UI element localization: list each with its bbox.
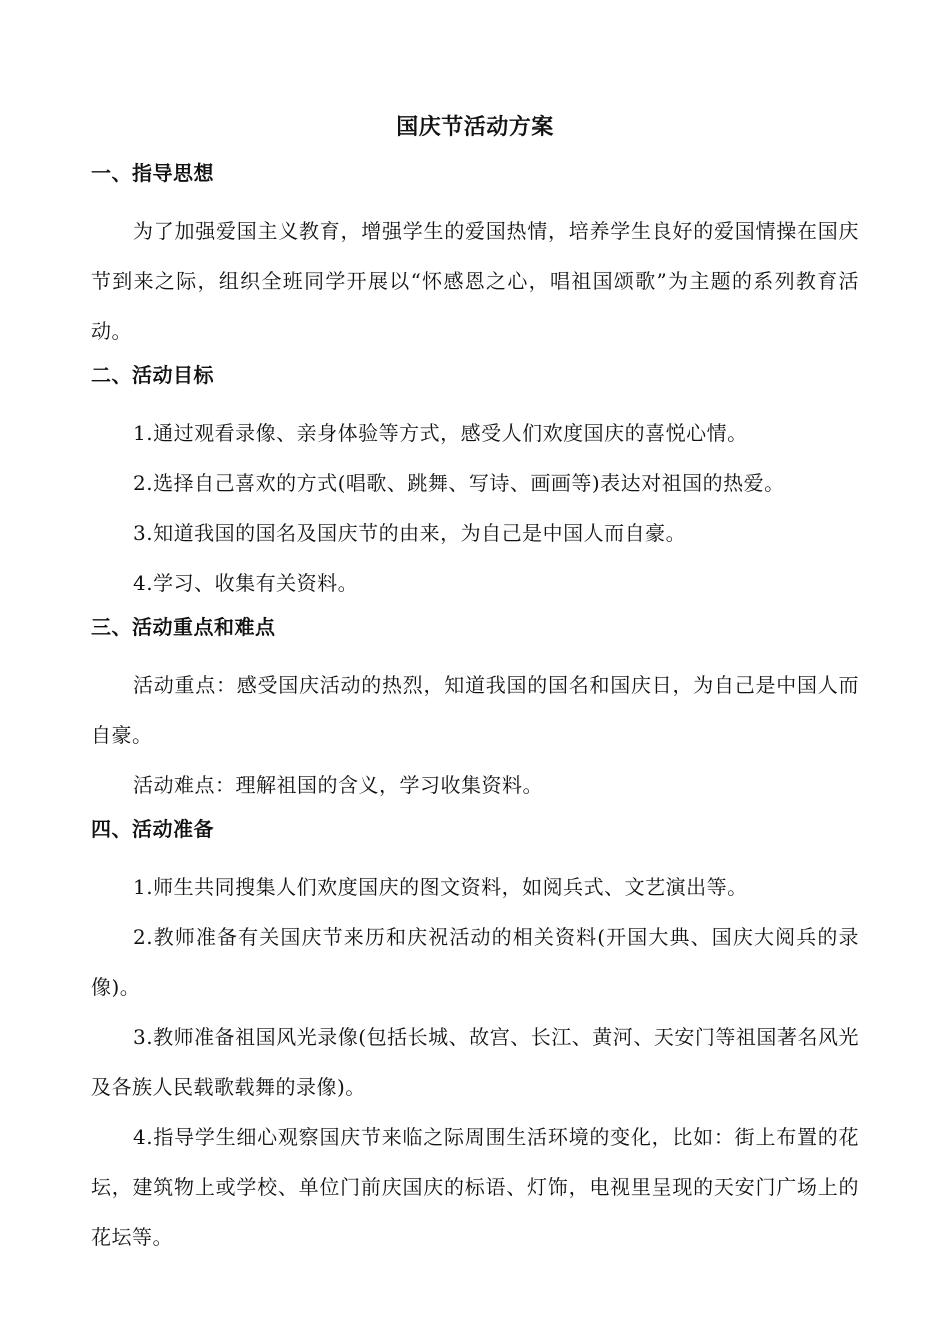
section-heading: 二、活动目标 (91, 363, 214, 387)
document-page (91, 108, 859, 1262)
section-heading: 三、活动重点和难点 (91, 615, 276, 639)
list-item: 3.知道我国的国名及国庆节的由来，为自己是中国人而自豪。 (133, 521, 687, 545)
paragraph: 活动难点：理解祖国的含义，学习收集资料。 (133, 773, 543, 797)
list-item: 2.教师准备有关国庆节来历和庆祝活动的相关资料(开国大典、国庆大阅兵的录像)。 (91, 925, 859, 999)
document-title: 国庆节活动方案 (396, 115, 554, 140)
list-item: 4.学习、收集有关资料。 (133, 571, 359, 595)
list-item: 3.教师准备祖国风光录像(包括长城、故宫、长江、黄河、天安门等祖国著名风光及各族人民载歌载舞的录像)。 (91, 1025, 859, 1099)
section-key-points (91, 610, 859, 810)
section-preparation (91, 812, 859, 1262)
list-item: 4.指导学生细心观察国庆节来临之际周围生活环境的变化，比如：街上布置的花坛，建筑物上或学校、单位门前庆国庆的标语、灯饰，电视里呈现的天安门广场上的花坛等。 (91, 1125, 859, 1249)
list-item: 2.选择自己喜欢的方式(唱歌、跳舞、写诗、画画等)表达对祖国的热爱。 (133, 471, 785, 495)
paragraph: 活动重点：感受国庆活动的热烈，知道我国的国名和国庆日，为自己是中国人而自豪。 (91, 673, 859, 747)
section-heading: 一、指导思想 (91, 161, 214, 185)
section-heading: 四、活动准备 (91, 817, 214, 841)
paragraph: 为了加强爱国主义教育，增强学生的爱国热情，培养学生良好的爱国情操在国庆节到来之际，组织全班同学开展以“怀感恩之心，唱祖国颂歌”为主题的系列教育活动。 (91, 219, 859, 343)
list-item: 1.师生共同搜集人们欢度国庆的图文资料，如阅兵式、文艺演出等。 (133, 875, 748, 899)
list-item: 1.通过观看录像、亲身体验等方式，感受人们欢度国庆的喜悦心情。 (133, 421, 748, 445)
section-guiding-ideology (91, 156, 859, 356)
section-activity-goals (91, 358, 859, 608)
